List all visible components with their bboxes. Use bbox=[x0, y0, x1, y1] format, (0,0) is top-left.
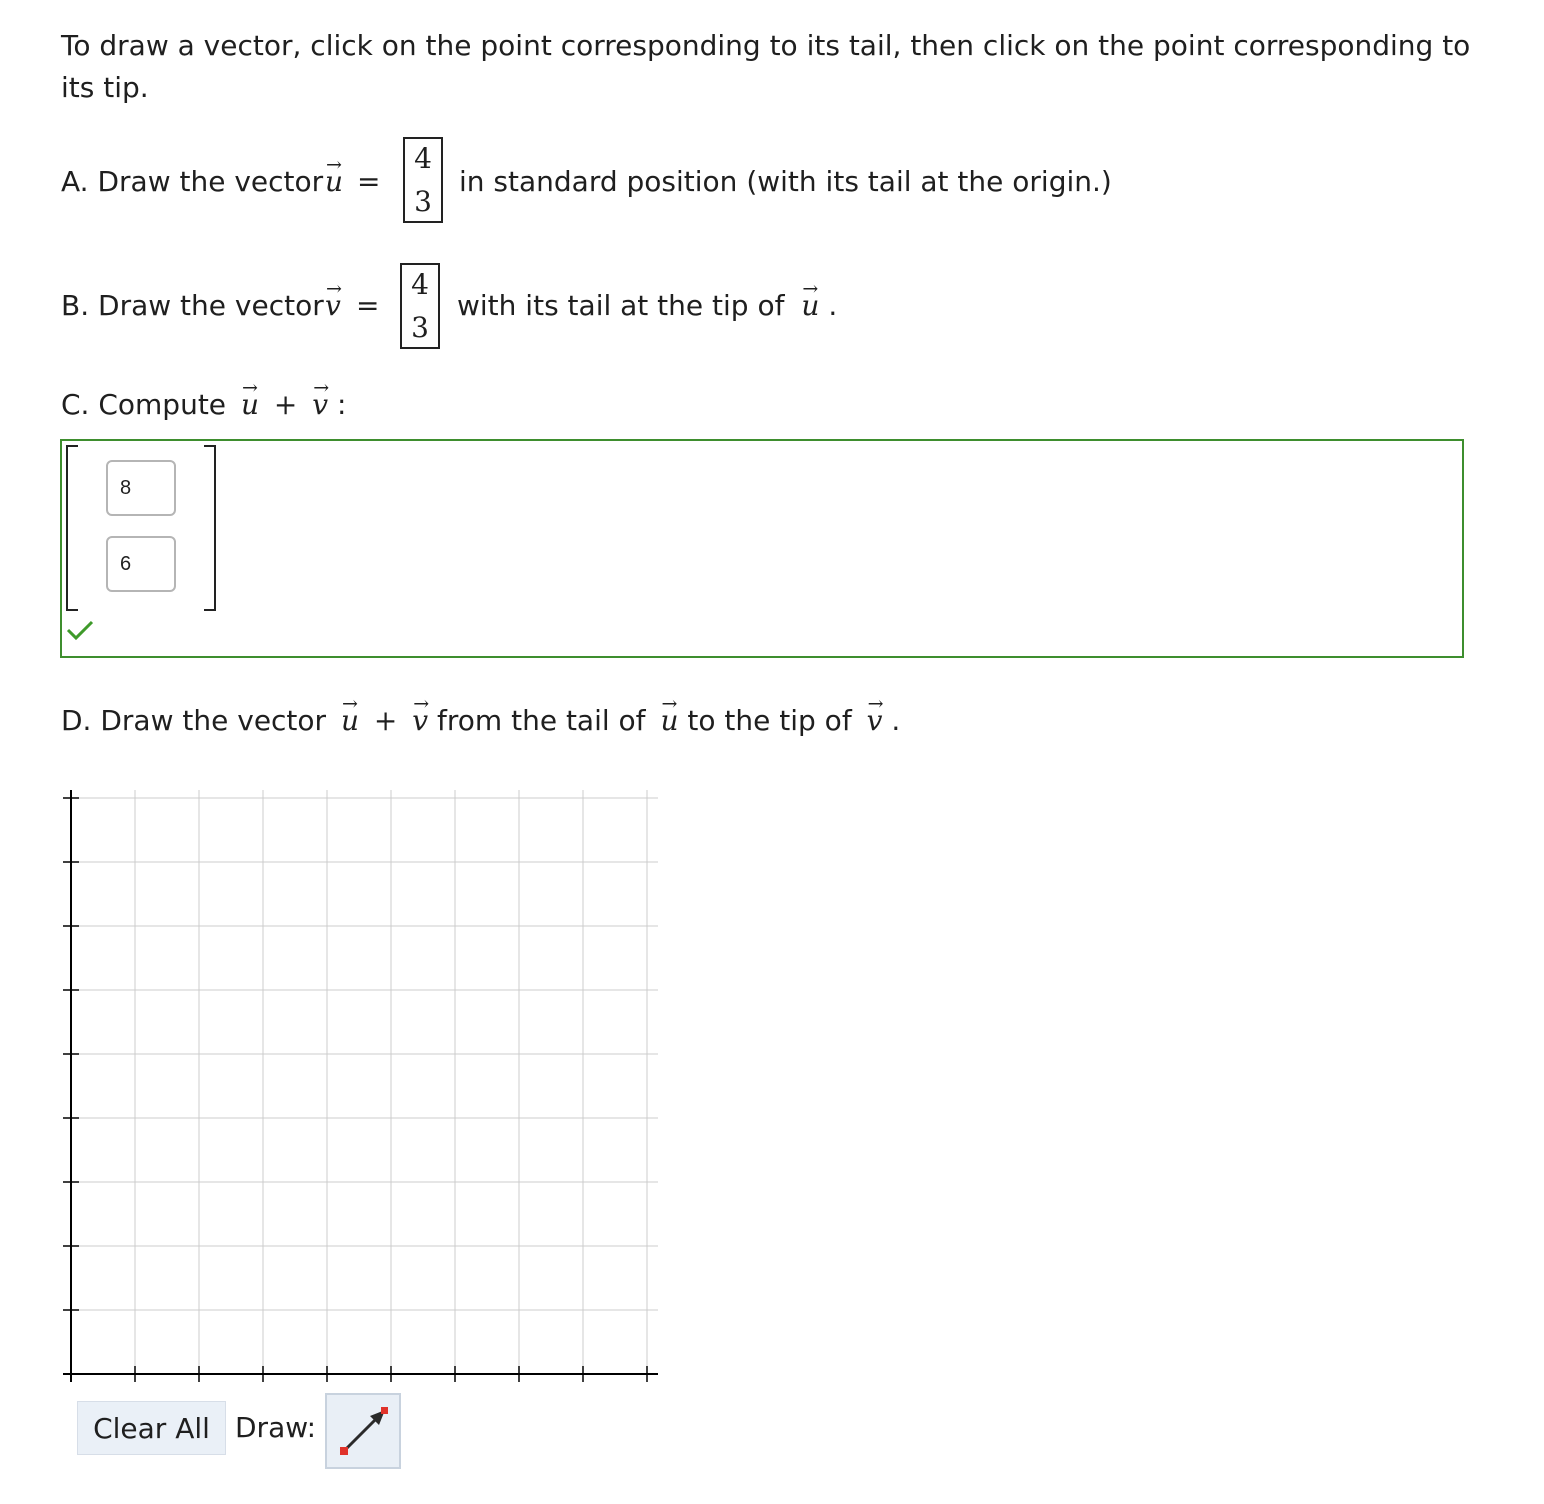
part-b-vector-x: 4 bbox=[411, 268, 429, 301]
part-c-plus: + bbox=[273, 388, 298, 421]
vector-graph-canvas[interactable] bbox=[58, 790, 662, 1386]
part-d-plus: + bbox=[373, 704, 398, 737]
part-b-column-vector bbox=[400, 263, 440, 349]
part-a-vector-y: 3 bbox=[414, 185, 432, 218]
part-b-vector-y: 3 bbox=[411, 311, 429, 344]
part-c-vector-v: → v bbox=[312, 387, 328, 423]
checkmark-icon bbox=[66, 619, 94, 641]
part-b-end: . bbox=[828, 289, 838, 322]
axes bbox=[63, 790, 658, 1382]
part-d-vector-u-2: → u bbox=[660, 703, 678, 739]
part-d-mid2: to the tip of bbox=[687, 704, 852, 737]
part-a-equals: = bbox=[357, 165, 381, 198]
draw-label: Draw: bbox=[235, 1411, 317, 1444]
part-b-suffix-text: with its tail at the tip of bbox=[457, 289, 785, 322]
part-c-label bbox=[61, 387, 346, 423]
part-a-suffix: in standard position (with its tail at the origin.) bbox=[459, 165, 1112, 198]
part-c-colon: : bbox=[337, 388, 347, 421]
part-b-equals: = bbox=[356, 289, 380, 322]
part-a-vector-u: → u bbox=[325, 164, 343, 200]
part-b-suffix bbox=[457, 288, 837, 324]
part-b-vector-v: → v bbox=[325, 288, 341, 324]
instructions: To draw a vector, click on the point corresponding to its tail, then click on the point corresponding to its tip. bbox=[61, 29, 1471, 104]
part-d-label bbox=[61, 703, 900, 739]
answer-input-x[interactable] bbox=[106, 460, 176, 516]
answer-box bbox=[60, 439, 1464, 658]
grid-lines bbox=[71, 790, 658, 1374]
part-c-vector-u: → u bbox=[241, 387, 259, 423]
vector-tool-button[interactable] bbox=[325, 1393, 401, 1469]
part-b-prefix: B. Draw the vector bbox=[61, 289, 324, 322]
part-d-vector-v-2: → v bbox=[867, 703, 883, 739]
answer-input-y[interactable] bbox=[106, 536, 176, 592]
part-a-vector-x: 4 bbox=[414, 142, 432, 175]
left-bracket bbox=[66, 445, 78, 611]
right-bracket bbox=[204, 445, 216, 611]
part-d-mid: from the tail of bbox=[437, 704, 646, 737]
part-d-vector-v: → v bbox=[412, 703, 428, 739]
part-b-suffix-vector: → u bbox=[801, 288, 819, 324]
part-d-end: . bbox=[891, 704, 901, 737]
part-d-prefix: D. Draw the vector bbox=[61, 704, 327, 737]
part-c-prefix: C. Compute bbox=[61, 388, 227, 421]
part-a-prefix: A. Draw the vector bbox=[61, 165, 324, 198]
part-d-vector-u: → u bbox=[341, 703, 359, 739]
part-a-column-vector bbox=[403, 137, 443, 223]
vector-arrow-icon bbox=[327, 1395, 399, 1467]
clear-all-button[interactable]: Clear All bbox=[77, 1401, 226, 1455]
